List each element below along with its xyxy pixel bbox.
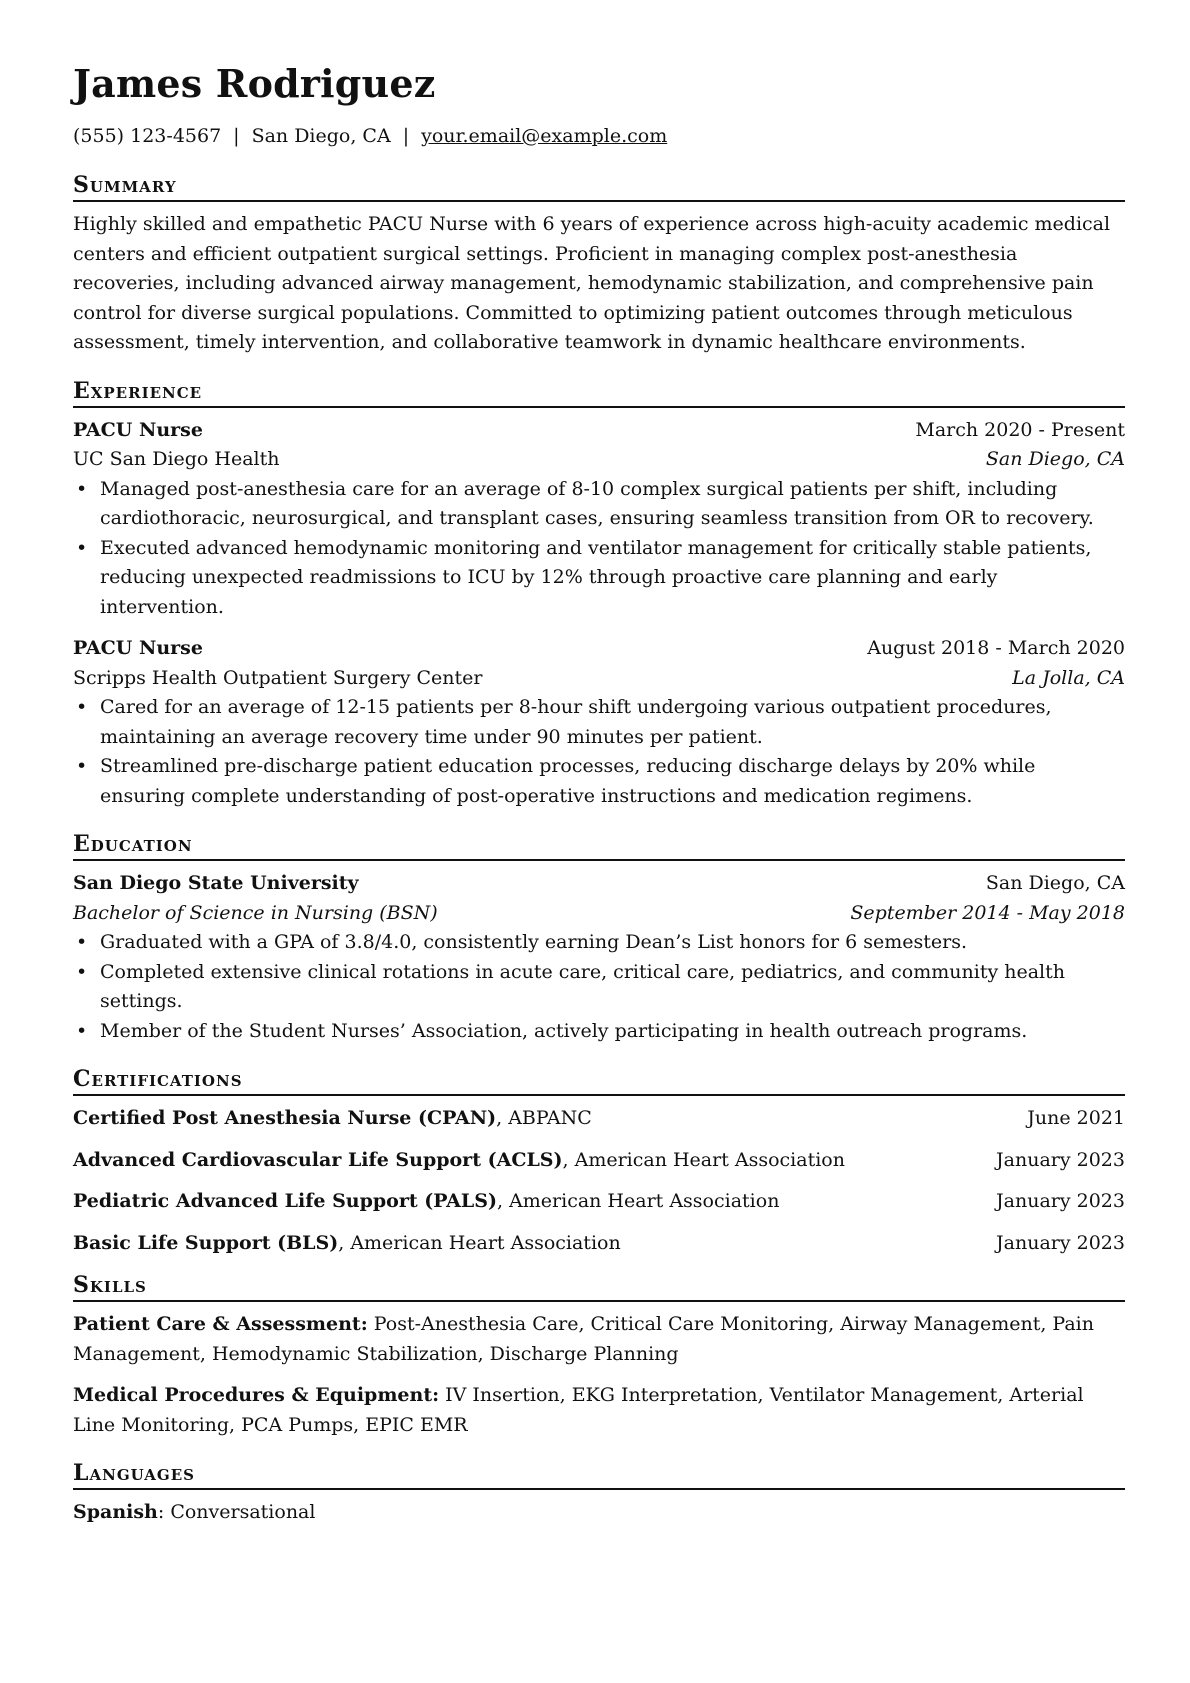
certification-date: January 2023 (996, 1231, 1125, 1254)
section-title-experience: Experience (73, 378, 1125, 408)
job-bullet: • Executed advanced hemodynamic monitoring and ventilator management for critically stable patients, reducing unexpected readmissions to ICU by 12% through proactive care planning and early intervention. (100, 534, 1125, 623)
certification-date: June 2021 (1027, 1107, 1125, 1129)
school-name: San Diego State University (73, 872, 359, 894)
section-title-languages: Languages (73, 1460, 1125, 1490)
job-role: PACU Nurse (73, 637, 203, 659)
job-entry (73, 416, 1125, 623)
experience-section (73, 378, 1125, 812)
job-location: San Diego, CA (985, 448, 1125, 470)
resume-page (73, 52, 1125, 1540)
certification-item (73, 1146, 1125, 1176)
summary-section (73, 172, 1125, 358)
skill-group-label: Patient Care & Assessment: (73, 1313, 368, 1335)
certification-item (73, 1104, 1125, 1134)
skill-group-value: Post-Anesthesia Care, Critical Care Monitoring, Airway Management, Pain Management, Hemodynamic Stabilization, Discharge Planning (73, 1313, 1094, 1365)
education-bullet: • Graduated with a GPA of 3.8/4.0, consistently earning Dean’s List honors for 6 semesters. (100, 928, 1125, 958)
section-title-summary: Summary (73, 172, 1125, 202)
education-bullet: • Completed extensive clinical rotations in acute care, critical care, pediatrics, and community health settings. (100, 958, 1125, 1017)
certifications-section (73, 1066, 1125, 1258)
section-title-skills: Skills (73, 1272, 1125, 1302)
certification-issuer: , American Heart Association (496, 1190, 780, 1212)
certification-name: Certified Post Anesthesia Nurse (CPAN) (73, 1107, 497, 1129)
certification-name: Basic Life Support (BLS) (73, 1231, 339, 1254)
location: San Diego, CA (251, 125, 391, 147)
skill-group (73, 1381, 1125, 1440)
skill-group (73, 1310, 1125, 1369)
certification-issuer: , American Heart Association (338, 1231, 621, 1254)
section-title-education: Education (73, 831, 1125, 861)
certification-issuer: , American Heart Association (562, 1148, 845, 1171)
certification-item (73, 1187, 1125, 1217)
education-dates: September 2014 - May 2018 (850, 901, 1125, 924)
education-bullet: • Member of the Student Nurses’ Association, actively participating in health outreach programs. (100, 1017, 1125, 1047)
job-entry (73, 634, 1125, 811)
skill-group-value: IV Insertion, EKG Interpretation, Ventilator Management, Arterial Line Monitoring, PCA Pumps, EPIC EMR (73, 1384, 1084, 1436)
language-name: Spanish (73, 1501, 158, 1523)
skills-section (73, 1272, 1125, 1440)
education-section (73, 831, 1125, 1046)
certification-name: Pediatric Advanced Life Support (PALS) (73, 1190, 497, 1212)
job-role: PACU Nurse (73, 418, 203, 441)
job-dates: March 2020 - Present (915, 418, 1125, 441)
job-employer: UC San Diego Health (73, 448, 280, 470)
contact-separator: | (402, 125, 410, 147)
certification-date: January 2023 (996, 1148, 1125, 1171)
languages-section (73, 1460, 1125, 1528)
language-level: : Conversational (157, 1501, 316, 1523)
candidate-name: James Rodriguez (73, 61, 436, 106)
certification-name: Advanced Cardiovascular Life Support (ACLS) (73, 1148, 563, 1171)
certification-date: January 2023 (996, 1190, 1125, 1212)
job-bullet: • Cared for an average of 12-15 patients per 8-hour shift undergoing various outpatient procedures, maintaining an average recovery time under 90 minutes per patient. (100, 693, 1125, 752)
school-location: San Diego, CA (985, 872, 1125, 894)
contact-separator: | (233, 125, 240, 147)
job-bullet: • Managed post-anesthesia care for an average of 8-10 complex surgical patients per shift, including cardiothoracic, neurosurgical, and transplant cases, ensuring seamless transition from OR to recovery. (100, 475, 1125, 534)
job-bullet: • Streamlined pre-discharge patient education processes, reducing discharge delays by 20% while ensuring complete understanding of post-operative instructions and medication regimens. (100, 752, 1125, 811)
certification-issuer: , ABPANC (496, 1107, 592, 1129)
summary-text: Highly skilled and empathetic PACU Nurse with 6 years of experience across high-acuity academic medical centers and efficient outpatient surgical settings. Proficient in managing complex post-anesthesia recoveries, including advanced airway management, hemodynamic stabilization, and comprehensive pain control for diverse surgical populations. Committed to optimizing patient outcomes through meticulous assessment, timely intervention, and collaborative teamwork in dynamic healthcare environments. (73, 213, 1111, 353)
section-title-certifications: Certifications (73, 1066, 1125, 1096)
email-link[interactable]: your.email@example.com (421, 125, 668, 147)
job-employer: Scripps Health Outpatient Surgery Center (73, 666, 483, 689)
job-dates: August 2018 - March 2020 (867, 637, 1125, 659)
degree: Bachelor of Science in Nursing (BSN) (73, 901, 438, 924)
contact-line (73, 124, 1125, 148)
job-location: La Jolla, CA (1012, 666, 1125, 689)
certification-item (73, 1229, 1125, 1259)
skill-group-label: Medical Procedures & Equipment: (73, 1384, 440, 1406)
language-item (73, 1498, 1125, 1528)
phone-number: (555) 123-4567 (73, 125, 222, 147)
